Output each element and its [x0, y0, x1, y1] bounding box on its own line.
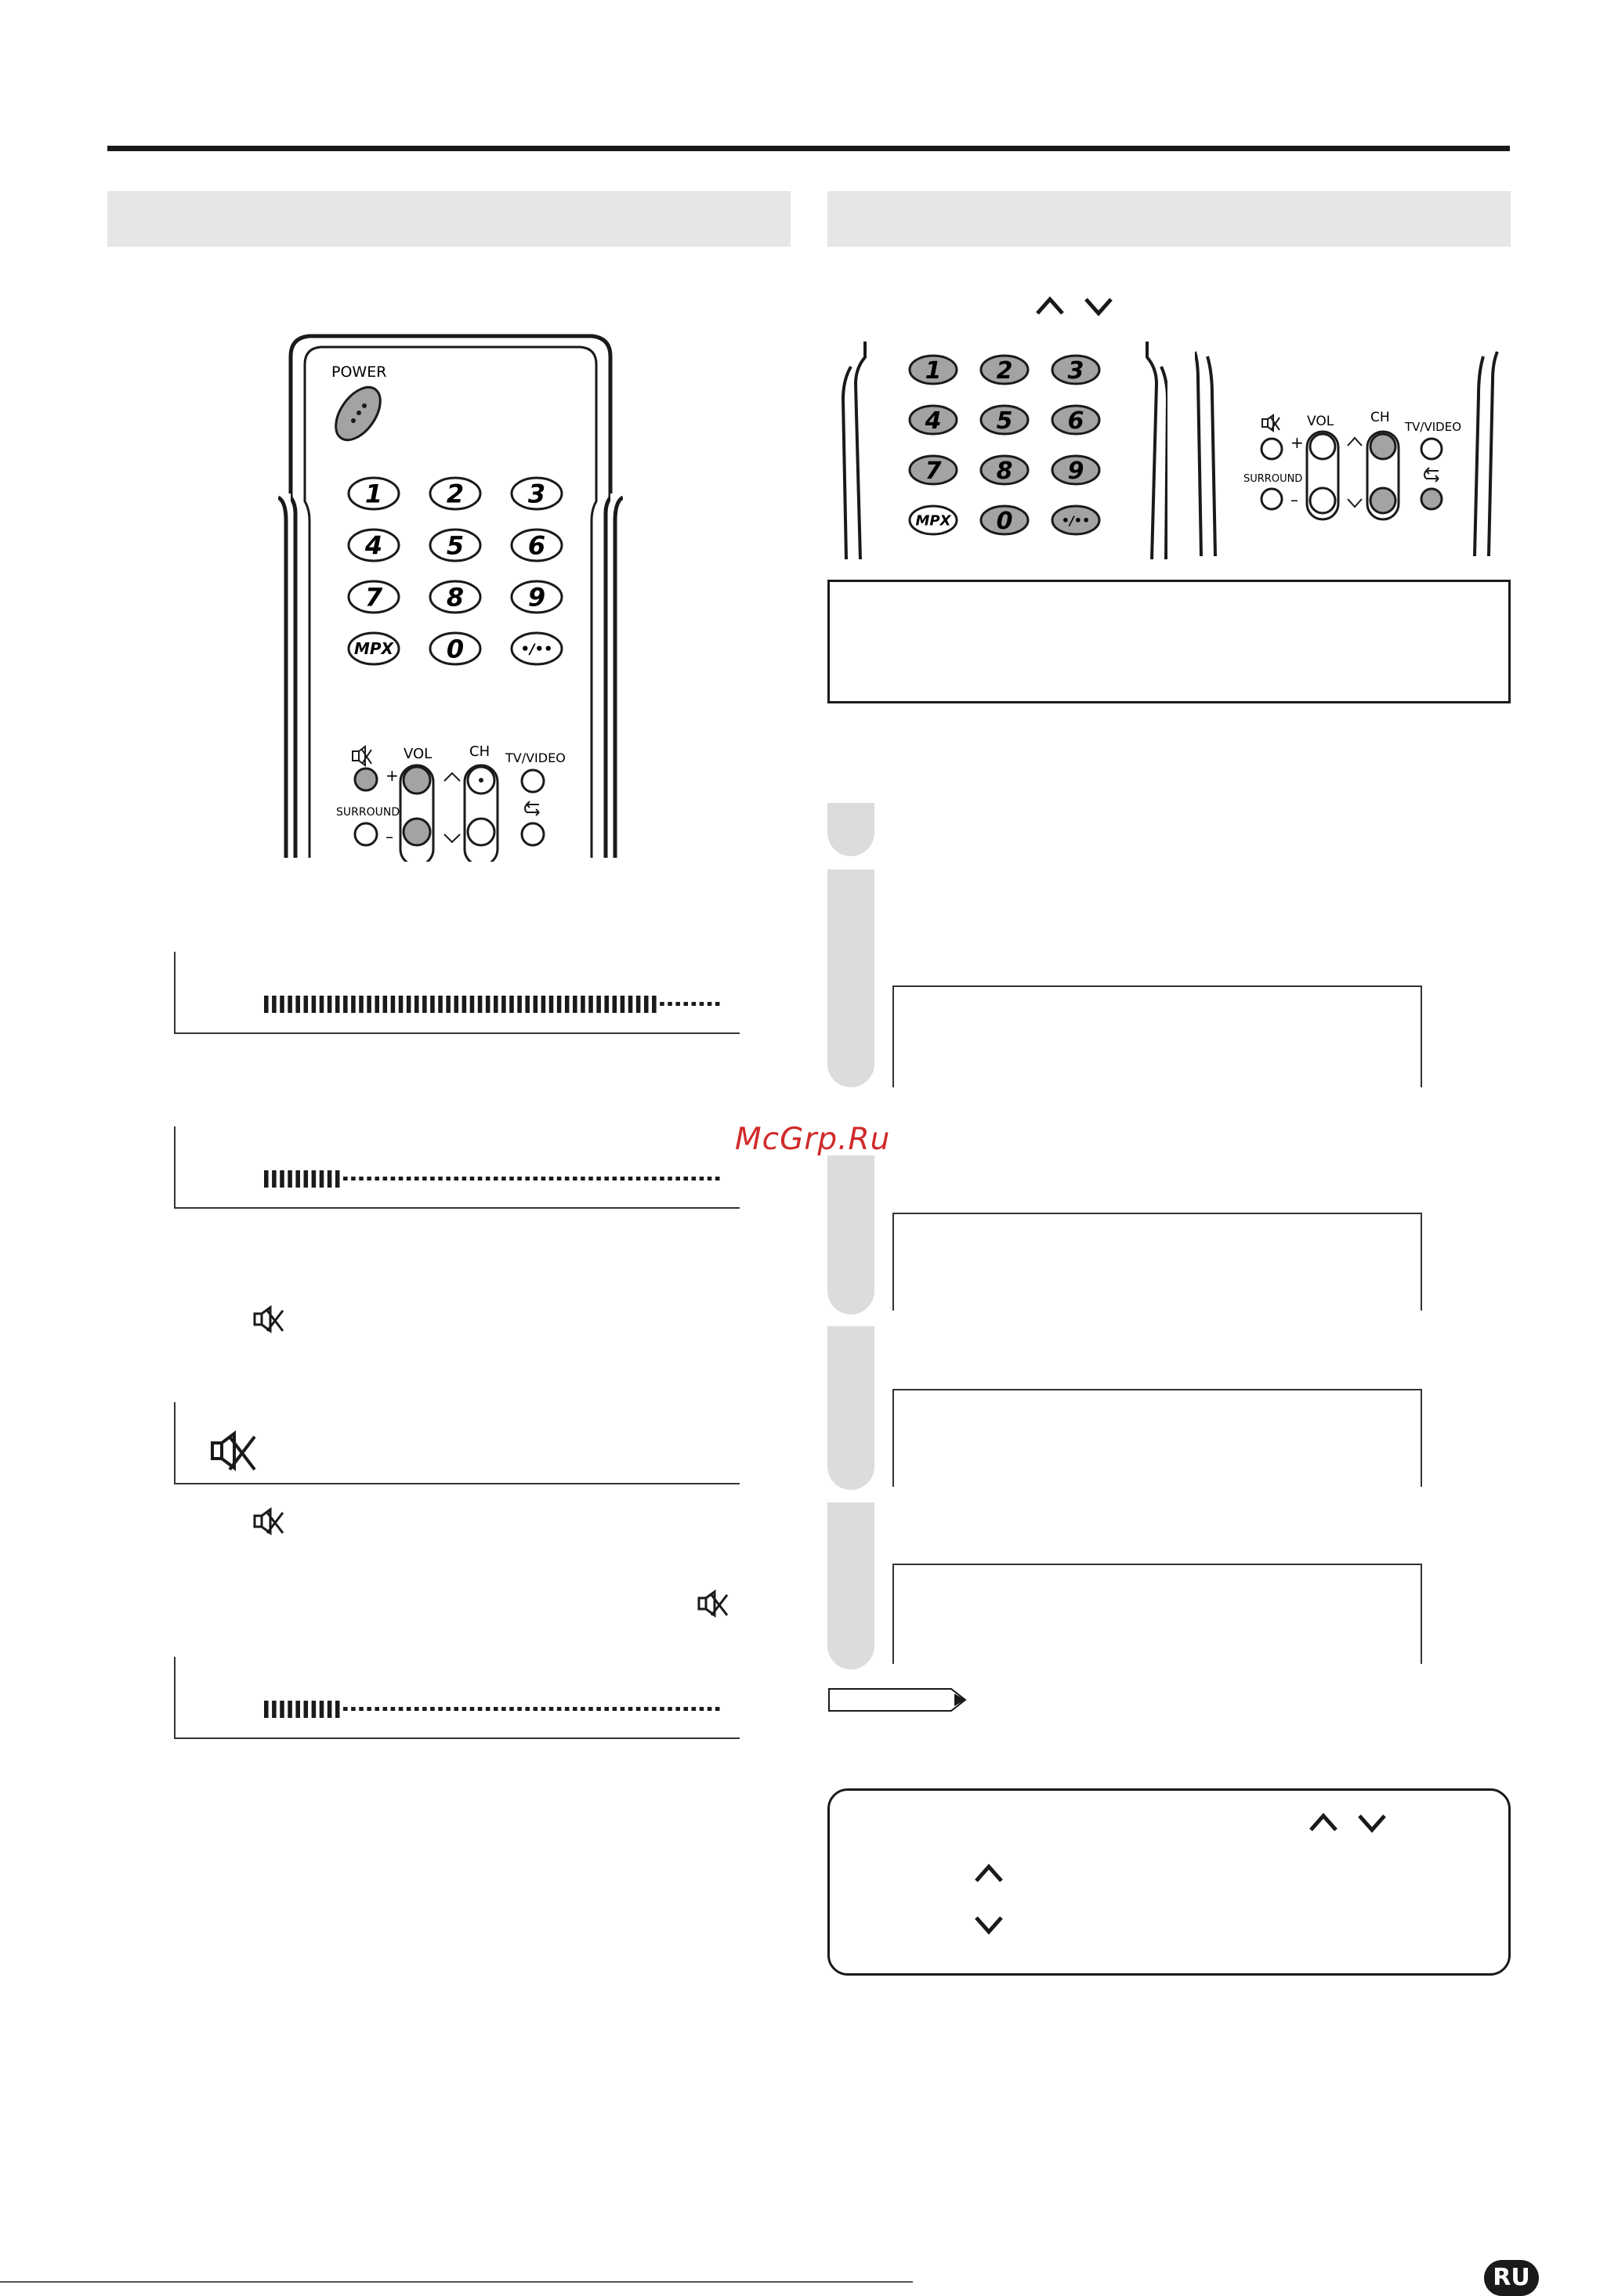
volume-up-button[interactable]	[404, 767, 430, 794]
tvvideo-label: TV/VIDEO	[505, 750, 566, 765]
volume-segment-filled	[320, 996, 324, 1013]
key-9[interactable]	[512, 581, 562, 613]
step-4-tab	[827, 1326, 874, 1490]
volume-segment-empty	[628, 1707, 633, 1711]
volume-segment-filled	[621, 996, 625, 1013]
key-label: 9	[527, 582, 546, 613]
volume-segment-empty	[668, 1002, 672, 1006]
key-label: 9	[1067, 457, 1084, 485]
mute-osd	[174, 1402, 740, 1484]
volume-segment-empty	[509, 1707, 514, 1711]
volume-segment-filled	[328, 996, 332, 1013]
mute-button[interactable]	[355, 768, 377, 790]
svg-text:+: +	[1290, 433, 1304, 452]
key-label: 1	[925, 356, 942, 385]
volume-up-button[interactable]	[1310, 434, 1335, 459]
volume-segment-empty	[708, 1002, 712, 1006]
key-3[interactable]	[1052, 356, 1099, 385]
step-1-tab	[827, 803, 874, 856]
volume-segment-empty	[628, 1177, 633, 1181]
volume-segment-empty	[675, 1002, 680, 1006]
volume-segment-empty	[446, 1707, 451, 1711]
vol-label: VOL	[404, 746, 433, 762]
key-label: 0	[996, 507, 1013, 535]
volume-segment-empty	[675, 1707, 680, 1711]
key-1[interactable]	[349, 478, 399, 509]
volume-segment-filled	[557, 996, 562, 1013]
volume-segment-filled	[438, 996, 443, 1013]
step-2-tab	[827, 870, 874, 1087]
volume-segment-empty	[438, 1707, 443, 1711]
info-box	[827, 580, 1511, 703]
tv-video-button[interactable]	[1421, 439, 1442, 459]
volume-segment-empty	[470, 1177, 475, 1181]
volume-segment-empty	[407, 1707, 411, 1711]
volume-segment-empty	[565, 1707, 570, 1711]
chevron-down-icon	[973, 1910, 1008, 1938]
svg-text:+: +	[385, 766, 399, 785]
volume-segment-empty	[454, 1707, 458, 1711]
key-7[interactable]	[349, 581, 399, 613]
key-5[interactable]	[981, 406, 1028, 435]
volume-segment-empty	[367, 1177, 371, 1181]
volume-segment-filled	[320, 1170, 324, 1188]
volume-segment-filled	[399, 996, 404, 1013]
key-label: 1	[364, 479, 383, 509]
volume-segment-empty	[683, 1707, 688, 1711]
remote-control-right-keypad	[838, 337, 1167, 564]
volume-segment-filled	[414, 996, 419, 1013]
volume-segment-filled	[335, 1701, 340, 1718]
channel-up-down-icon	[1034, 291, 1120, 320]
volume-segment-filled	[549, 996, 554, 1013]
volume-segment-filled	[312, 1170, 317, 1188]
volume-segment-empty	[494, 1707, 498, 1711]
key-7[interactable]	[910, 456, 957, 485]
volume-segment-empty	[462, 1707, 467, 1711]
volume-segment-empty	[636, 1177, 641, 1181]
volume-segment-empty	[541, 1177, 546, 1181]
volume-segment-empty	[596, 1177, 601, 1181]
volume-segment-filled	[644, 996, 649, 1013]
tv-video-button[interactable]	[522, 770, 544, 792]
volume-segment-filled	[264, 996, 269, 1013]
volume-segment-filled	[375, 996, 379, 1013]
flashback-icon	[525, 801, 539, 815]
volume-bar	[264, 1170, 726, 1189]
volume-segment-empty	[430, 1177, 435, 1181]
flashback-button[interactable]	[1421, 489, 1442, 509]
key-label: MPX	[354, 639, 393, 659]
volume-segment-empty	[391, 1177, 396, 1181]
volume-down-button[interactable]	[404, 819, 430, 845]
volume-segment-empty	[462, 1177, 467, 1181]
volume-segment-empty	[715, 1707, 720, 1711]
volume-segment-empty	[668, 1707, 672, 1711]
volume-segment-empty	[351, 1177, 356, 1181]
volume-segment-filled	[573, 996, 577, 1013]
volume-segment-empty	[470, 1707, 475, 1711]
mute-icon	[353, 747, 371, 765]
volume-segment-filled	[581, 996, 585, 1013]
volume-segment-filled	[478, 996, 483, 1013]
volume-segment-empty	[501, 1177, 506, 1181]
note-tag	[827, 1686, 968, 1714]
key-mpx[interactable]	[349, 633, 399, 664]
volume-segment-filled	[288, 1170, 292, 1188]
svg-text:–: –	[385, 827, 393, 846]
volume-segment-empty	[367, 1707, 371, 1711]
volume-segment-empty	[683, 1177, 688, 1181]
volume-segment-empty	[660, 1002, 664, 1006]
volume-segment-empty	[534, 1707, 538, 1711]
volume-segment-filled	[304, 1170, 309, 1188]
volume-segment-empty	[588, 1177, 593, 1181]
volume-segment-empty	[509, 1177, 514, 1181]
top-rule	[107, 146, 1510, 151]
mute-icon	[697, 1589, 735, 1620]
flashback-button[interactable]	[522, 823, 544, 845]
volume-segment-filled	[470, 996, 475, 1013]
volume-segment-filled	[541, 996, 546, 1013]
volume-segment-empty	[613, 1177, 617, 1181]
volume-segment-empty	[478, 1707, 483, 1711]
volume-segment-filled	[509, 996, 514, 1013]
volume-segment-empty	[549, 1707, 554, 1711]
volume-segment-empty	[644, 1177, 649, 1181]
volume-segment-empty	[692, 1177, 697, 1181]
volume-segment-empty	[414, 1707, 419, 1711]
volume-segment-empty	[359, 1707, 364, 1711]
volume-segment-empty	[557, 1707, 562, 1711]
volume-segment-empty	[581, 1177, 585, 1181]
screen-frame-2	[892, 1213, 1422, 1311]
volume-segment-empty	[613, 1707, 617, 1711]
volume-segment-empty	[517, 1707, 522, 1711]
volume-segment-filled	[494, 996, 498, 1013]
volume-segment-empty	[549, 1177, 554, 1181]
volume-segment-empty	[501, 1707, 506, 1711]
volume-segment-empty	[692, 1002, 697, 1006]
volume-segment-filled	[517, 996, 522, 1013]
volume-segment-empty	[675, 1177, 680, 1181]
volume-segment-filled	[280, 1701, 284, 1718]
volume-segment-filled	[280, 996, 284, 1013]
key-label: 2	[446, 479, 465, 509]
volume-segment-filled	[422, 996, 427, 1013]
volume-segment-empty	[541, 1707, 546, 1711]
chevron-up-icon	[973, 1859, 1008, 1887]
volume-segment-empty	[621, 1177, 625, 1181]
volume-segment-empty	[708, 1177, 712, 1181]
surround-button[interactable]	[1261, 489, 1282, 509]
mute-icon	[1262, 415, 1280, 431]
volume-segment-empty	[621, 1707, 625, 1711]
key-label: 3	[527, 479, 546, 509]
volume-segment-filled	[596, 996, 601, 1013]
volume-segment-empty	[604, 1707, 609, 1711]
key-label: 4	[925, 407, 942, 435]
volume-segment-filled	[636, 996, 641, 1013]
key-label: 5	[446, 530, 465, 561]
volume-segment-empty	[414, 1177, 419, 1181]
volume-segment-filled	[588, 996, 593, 1013]
volume-segment-filled	[295, 1701, 300, 1718]
key-6[interactable]	[1052, 406, 1099, 435]
volume-segment-filled	[367, 996, 371, 1013]
volume-bar	[264, 1701, 726, 1719]
watermark: McGrp.Ru	[735, 1122, 891, 1157]
volume-segment-empty	[486, 1707, 490, 1711]
volume-segment-empty	[708, 1707, 712, 1711]
key-label: 8	[446, 582, 465, 613]
key-label: •/••	[1061, 512, 1091, 528]
volume-segment-empty	[407, 1177, 411, 1181]
step-5-tab	[827, 1502, 874, 1669]
volume-segment-empty	[359, 1177, 364, 1181]
channel-down-button[interactable]	[468, 819, 494, 845]
volume-bar	[264, 996, 726, 1014]
volume-segment-empty	[478, 1177, 483, 1181]
volume-segment-filled	[335, 1170, 340, 1188]
volume-segment-filled	[652, 996, 657, 1013]
mute-icon	[211, 1430, 267, 1474]
volume-segment-empty	[660, 1707, 664, 1711]
key-1[interactable]	[910, 356, 957, 385]
volume-osd-2	[174, 1126, 740, 1209]
key-2[interactable]	[430, 478, 480, 509]
volume-osd-3	[174, 1657, 740, 1739]
remote-control-left	[278, 333, 623, 862]
volume-segment-filled	[264, 1170, 269, 1188]
key-label: 5	[996, 407, 1013, 435]
volume-segment-empty	[517, 1177, 522, 1181]
volume-segment-empty	[596, 1707, 601, 1711]
volume-segment-empty	[581, 1707, 585, 1711]
remote-control-right-controls	[1195, 349, 1500, 560]
volume-segment-filled	[446, 996, 451, 1013]
volume-segment-empty	[525, 1707, 530, 1711]
volume-segment-empty	[446, 1177, 451, 1181]
volume-segment-empty	[454, 1177, 458, 1181]
volume-segment-filled	[604, 996, 609, 1013]
key-label: 7	[364, 582, 383, 613]
volume-segment-empty	[668, 1177, 672, 1181]
volume-segment-empty	[422, 1177, 427, 1181]
screen-frame-1	[892, 985, 1422, 1087]
volume-segment-filled	[351, 996, 356, 1013]
volume-segment-empty	[652, 1707, 657, 1711]
key-label: MPX	[915, 512, 951, 530]
key-label: 0	[446, 634, 465, 664]
volume-segment-filled	[383, 996, 388, 1013]
flashback-icon	[1424, 468, 1439, 482]
volume-segment-filled	[359, 996, 364, 1013]
step-3-tab	[827, 1155, 874, 1314]
volume-segment-empty	[525, 1177, 530, 1181]
key-6[interactable]	[512, 530, 562, 561]
ch-label: CH	[1370, 410, 1390, 425]
volume-segment-empty	[343, 1707, 348, 1711]
volume-segment-filled	[295, 1170, 300, 1188]
right-section-header	[827, 191, 1511, 247]
power-label: POWER	[331, 363, 387, 381]
key-8[interactable]	[430, 581, 480, 613]
volume-segment-empty	[422, 1707, 427, 1711]
volume-segment-filled	[272, 1701, 277, 1718]
volume-segment-empty	[438, 1177, 443, 1181]
volume-segment-empty	[573, 1707, 577, 1711]
keypad-right	[910, 356, 1099, 535]
volume-segment-filled	[613, 996, 617, 1013]
volume-segment-filled	[288, 1701, 292, 1718]
volume-segment-empty	[534, 1177, 538, 1181]
mute-icon	[253, 1506, 291, 1538]
channel-down-button[interactable]	[1370, 488, 1395, 513]
volume-segment-filled	[272, 1170, 277, 1188]
volume-segment-filled	[320, 1701, 324, 1718]
volume-segment-empty	[644, 1707, 649, 1711]
ch-label: CH	[469, 743, 490, 760]
volume-segment-empty	[692, 1707, 697, 1711]
screen-frame-4	[892, 1564, 1422, 1664]
key-label: 6	[527, 530, 546, 561]
volume-segment-filled	[501, 996, 506, 1013]
volume-segment-filled	[328, 1170, 332, 1188]
bottom-rule	[0, 2281, 913, 2283]
tip-box	[827, 1788, 1511, 1976]
volume-segment-empty	[391, 1707, 396, 1711]
key-label: •/••	[520, 641, 553, 658]
key-2[interactable]	[981, 356, 1028, 385]
volume-segment-filled	[454, 996, 458, 1013]
volume-segment-empty	[494, 1177, 498, 1181]
volume-segment-filled	[280, 1170, 284, 1188]
volume-segment-empty	[700, 1002, 704, 1006]
key-0[interactable]	[981, 506, 1028, 535]
key-label: 8	[996, 457, 1013, 485]
volume-segment-filled	[312, 996, 317, 1013]
key-mpx[interactable]	[910, 506, 957, 534]
key-label: 6	[1067, 407, 1084, 435]
surround-button[interactable]	[355, 823, 377, 845]
volume-segment-filled	[343, 996, 348, 1013]
volume-segment-empty	[399, 1177, 404, 1181]
tvvideo-label: TV/VIDEO	[1405, 420, 1461, 434]
volume-segment-empty	[486, 1177, 490, 1181]
volume-segment-filled	[335, 996, 340, 1013]
volume-segment-filled	[407, 996, 411, 1013]
volume-segment-empty	[375, 1177, 379, 1181]
screen-frame-3	[892, 1389, 1422, 1487]
volume-segment-filled	[288, 996, 292, 1013]
surround-label: SURROUND	[336, 806, 400, 819]
mute-icon	[253, 1304, 291, 1336]
keypad-left	[349, 478, 562, 664]
key-0[interactable]	[430, 633, 480, 664]
volume-segment-filled	[304, 996, 309, 1013]
volume-segment-filled	[312, 1701, 317, 1718]
volume-segment-filled	[304, 1701, 309, 1718]
key-label: 2	[996, 356, 1013, 385]
channel-up-down-icon	[1308, 1808, 1394, 1836]
key-dash[interactable]	[512, 633, 562, 664]
volume-segment-filled	[295, 996, 300, 1013]
key-label: 4	[364, 530, 383, 561]
mute-button[interactable]	[1261, 439, 1282, 459]
volume-segment-filled	[272, 996, 277, 1013]
volume-segment-empty	[660, 1177, 664, 1181]
volume-segment-empty	[430, 1707, 435, 1711]
volume-segment-filled	[565, 996, 570, 1013]
volume-segment-filled	[462, 996, 467, 1013]
volume-down-button[interactable]	[1310, 488, 1335, 513]
key-dash[interactable]	[1052, 506, 1099, 534]
volume-segment-filled	[328, 1701, 332, 1718]
volume-segment-empty	[557, 1177, 562, 1181]
key-8[interactable]	[981, 456, 1028, 485]
volume-segment-empty	[383, 1177, 388, 1181]
key-label: 7	[925, 457, 942, 485]
volume-segment-empty	[343, 1177, 348, 1181]
volume-segment-empty	[683, 1002, 688, 1006]
volume-segment-empty	[652, 1177, 657, 1181]
volume-segment-empty	[351, 1707, 356, 1711]
volume-segment-empty	[636, 1707, 641, 1711]
channel-up-button[interactable]	[1370, 434, 1395, 459]
language-badge: RU	[1484, 2260, 1539, 2296]
volume-segment-filled	[525, 996, 530, 1013]
key-4[interactable]	[910, 406, 957, 435]
vol-label: VOL	[1307, 414, 1334, 429]
volume-segment-empty	[383, 1707, 388, 1711]
volume-segment-filled	[391, 996, 396, 1013]
volume-segment-empty	[565, 1177, 570, 1181]
key-3[interactable]	[512, 478, 562, 509]
key-5[interactable]	[430, 530, 480, 561]
volume-osd-1	[174, 952, 740, 1034]
volume-segment-empty	[399, 1707, 404, 1711]
key-label: 3	[1067, 356, 1084, 385]
left-section-header	[107, 191, 791, 247]
key-9[interactable]	[1052, 456, 1099, 485]
key-4[interactable]	[349, 530, 399, 561]
volume-segment-filled	[628, 996, 633, 1013]
volume-segment-filled	[486, 996, 490, 1013]
volume-segment-empty	[588, 1707, 593, 1711]
surround-label: SURROUND	[1243, 473, 1303, 485]
volume-segment-empty	[715, 1002, 720, 1006]
volume-segment-empty	[604, 1177, 609, 1181]
volume-segment-filled	[264, 1701, 269, 1718]
volume-segment-empty	[700, 1177, 704, 1181]
volume-segment-empty	[375, 1707, 379, 1711]
volume-segment-filled	[534, 996, 538, 1013]
volume-segment-filled	[430, 996, 435, 1013]
svg-text:–: –	[1290, 490, 1298, 509]
volume-segment-empty	[700, 1707, 704, 1711]
volume-segment-empty	[715, 1177, 720, 1181]
volume-segment-empty	[573, 1177, 577, 1181]
